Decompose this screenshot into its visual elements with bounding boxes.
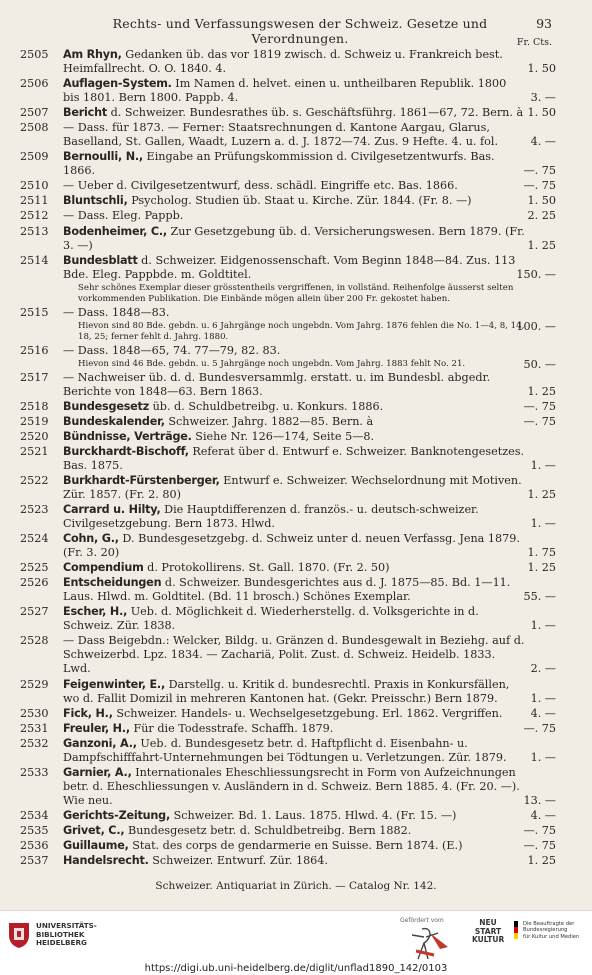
entry-price: 3. — [530,91,556,105]
entry-number: 2532 [20,736,49,750]
catalog-entry [0,371,592,399]
entry-description [63,605,526,633]
catalog-entry [0,225,592,253]
entry-price: 1. 50 [527,62,556,75]
entry-title: Referat über d. Entwurf e. Schweizer. Banknotengesetzes. Bas. 1875. [63,445,525,472]
entry-title: d. Protokollirens. St. Gall. 1870. (Fr. 2. 50) [147,561,390,575]
entry-title: Bundesgesetz betr. d. Schuldbetreibg. Bern 1882. [127,823,412,837]
entry-title: — Nachweiser üb. d. d. Bundesversammlg. erstatt. u. im Bundesbl. abgedr. Berichte von 1848—63. Bern 1863. [63,370,491,398]
entry-description [63,474,526,502]
catalog-entry [0,150,592,178]
catalog-entry [0,474,592,502]
entry-price: 100. — [516,319,556,333]
entry-description [63,576,526,604]
entry-title: Schweizer. Handels- u. Wechselgesetzgebung. Erl. 1862. Vergriffen. [116,706,503,720]
entry-author: Am Rhyn, [63,48,122,61]
entry-number: 2524 [20,532,49,546]
entry-note: Hievon sind 46 Bde. gebdn. u. 5 Jahrgänge noch ungebdn. Vom Jahrg. 1883 fehlt No. 21. [78,358,466,369]
entry-description [63,737,526,765]
entry-title: Die Hauptdifferenzen d. französ.- u. deutsch-schweizer. Civilgesetzgebung. Bern 1873. Hlwd. [63,503,479,531]
entry-description [63,678,526,706]
entry-price: 50. — [523,357,556,371]
entry-author: Cohn, G., [63,532,119,546]
catalog-entry [0,106,592,120]
page-footer: Schweizer. Antiquariat in Zürich. — Catalog Nr. 142. [155,880,437,892]
entry-price: —. 75 [523,179,556,193]
entry-author: Fick, H., [63,706,113,720]
entry-price: —. 75 [523,164,556,178]
entry-price: 1. — [530,619,556,633]
catalog-entry [0,445,592,473]
figure-logo-icon [400,925,460,961]
entry-author: Bodenheimer, C., [63,224,167,238]
entry-price: —. 75 [523,823,556,837]
entry-author: Escher, H., [63,605,128,619]
catalog-entry [0,532,592,560]
entry-number: 2517 [20,370,49,384]
entry-number: 2507 [20,106,49,120]
entry-price: 1. — [530,750,556,764]
entry-description [63,809,526,823]
entry-title: — Dass. 1848—83. [63,305,170,319]
catalog-entry [0,209,592,223]
entry-title: d. Schweizer. Bundesrathes üb. s. Geschäftsführg. 1861—67, 72. Bern. à [110,106,524,120]
entry-price: 2. — [530,662,556,676]
entry-description [63,344,526,358]
entry-title: Schweizer. Entwurf. Zür. 1864. [152,854,328,867]
entry-number: 2526 [20,576,49,590]
catalog-entry [0,415,592,429]
entry-number: 2506 [20,77,49,91]
entry-description [63,194,526,208]
entry-description [63,839,526,853]
entry-number: 2530 [20,706,49,720]
entry-title: Internationales Eheschliessungsrecht in Form von Aufzeichnungen betr. d. Eheschliessungen v. Ausländern in d. Schweiz. Bern 1885. 4. (Fr. 20. —). Wie neu. [63,765,520,807]
entry-number: 2519 [20,414,49,428]
entry-price: 1. 50 [527,194,556,208]
entry-number: 2528 [20,634,49,648]
entry-description [63,430,526,444]
entry-description [63,503,526,531]
entry-number: 2536 [20,838,49,852]
entry-number: 2513 [20,224,49,238]
entry-number: 2516 [20,343,49,357]
entry-title: — Dass. für 1873. — Ferner: Staatsrechnungen d. Kantone Aargau, Glarus, Baselland, St. Gallen, Waadt, Luzern a. d. J. 1872—74. Zus. 9 Hefte. 4. u. fol. [63,121,499,149]
entry-price: —. 75 [523,399,556,413]
entry-author: Entscheidungen [63,576,162,590]
funder-figure-logo [400,925,460,965]
entry-description [63,121,526,149]
catalog-entry [0,766,592,808]
entry-title: D. Bundesgesetzgebg. d. Schweiz unter d. neuen Verfassg. Jena 1879. (Fr. 3. 20) [63,532,520,560]
bkm-text: Die Beauftragte der Bundesregierung für Kultur und Medien [523,921,580,940]
entry-price: —. 75 [523,838,556,852]
entry-title: Siehe Nr. 126—174, Seite 5—8. [195,429,375,443]
entry-author: Bündnisse, Verträge. [63,429,192,443]
entry-number: 2509 [20,150,49,164]
entry-price: 1. 50 [527,106,556,120]
entry-description [63,254,526,282]
entry-description [63,179,526,193]
entry-author: Auflagen-System. [63,77,172,91]
entry-author: Freuler, H., [63,721,130,735]
entry-price: —. 75 [523,414,556,428]
entry-title: — Dass. Eleg. Pappb. [63,209,184,223]
entry-title: — Dass Beigebdn.: Welcker, Bildg. u. Gränzen d. Bundesgewalt in Beziehg. auf d. Schweizerbd. Lpz. 1834. — Zachariä, Polit. Zust. d. Schweiz. Heidelb. 1833. Lwd. [63,634,525,676]
entry-price: 1. — [530,459,556,472]
catalog-entry [0,605,592,633]
entry-author: Handelsrecht. [63,854,149,867]
entry-number: 2537 [20,854,49,867]
entry-price: —. 75 [523,721,556,735]
entry-number: 2531 [20,721,49,735]
entry-author: Bericht [63,106,108,120]
catalog-entry [0,344,592,370]
catalog-entry [0,809,592,823]
entry-author: Bundeskalender, [63,414,165,428]
entry-description [63,77,526,105]
entry-price: 2. 25 [527,209,556,223]
entry-price: 150. — [516,267,556,281]
entry-author: Grivet, C., [63,823,125,837]
entry-number: 2523 [20,503,49,517]
entry-price: 4. — [530,135,556,149]
entry-author: Ganzoni, A., [63,736,137,750]
catalog-entry [0,121,592,149]
entry-price: 4. — [530,706,556,720]
entry-price: 1. 25 [527,384,556,398]
ub-name: UNIVERSITÄTS- BIBLIOTHEK HEIDELBERG [36,921,97,947]
entry-number: 2521 [20,445,49,458]
entry-title: Schweizer. Jahrg. 1882—85. Bern. à [168,414,374,428]
entry-description [63,854,526,868]
entry-description [63,106,526,120]
entry-number: 2534 [20,808,49,822]
entry-description [63,306,526,320]
ub-seal-icon [6,919,32,949]
viewer-bottom-bar [0,910,592,975]
catalog-entry [0,634,592,676]
entry-number: 2505 [20,48,49,61]
catalog-entries [0,48,592,868]
entry-author: Burkhardt-Fürstenberger, [63,474,220,488]
catalog-entry [0,678,592,706]
entry-number: 2510 [20,179,49,193]
price-column-header: Fr. Cts. [516,37,552,48]
bkm-logo[interactable] [514,919,590,955]
neustart-kultur-logo[interactable]: NEU START KULTUR [472,918,505,944]
entry-number: 2520 [20,429,49,443]
entry-title: Stat. des corps de gendarmerie en Suisse. Bern 1874. (E.) [132,838,463,852]
catalog-entry [0,48,592,76]
entry-price: 1. — [530,517,556,531]
entry-title: Gedanken üb. das vor 1819 zwisch. d. Schweiz u. Frankreich best. Heimfallrecht. O. O. 1840. 4. [63,48,503,75]
entry-number: 2522 [20,474,49,488]
entry-number: 2525 [20,561,49,575]
entry-price: 1. — [530,691,556,705]
entry-description [63,707,526,721]
catalog-entry [0,430,592,444]
entry-title: Im Namen d. helvet. einen u. untheilbaren Republik. 1800 bis 1801. Bern 1800. Pappb. 4. [63,77,507,105]
entry-description [63,561,526,575]
entry-title: Schweizer. Bd. 1. Laus. 1875. Hlwd. 4. (Fr. 15. —) [173,808,457,822]
entry-description [63,209,526,223]
entry-author: Bundesblatt [63,253,138,267]
entry-title: Für die Todesstrafe. Schaffh. 1879. [133,721,334,735]
entry-note: Sehr schönes Exemplar dieser grösstentheils vergriffenen, in vollständ. Reihenfolge äusserst selten vorkommenden Publikation. Die Einbände mögen allein über 200 Fr. gekostet haben. [78,282,514,304]
entry-title: Zur Gesetzgebung üb. d. Versicherungswesen. Bern 1879. (Fr. 3. —) [63,224,525,252]
catalog-entry [0,737,592,765]
entry-author: Bundesgesetz [63,399,150,413]
entry-author: Feigenwinter, E., [63,677,165,691]
entry-number: 2515 [20,305,49,319]
permalink-url[interactable]: https://digi.ub.uni-heidelberg.de/diglit/unflad1890_142/0103 [144,963,448,974]
entry-number: 2535 [20,823,49,837]
entry-description [63,150,526,178]
entry-description [63,400,526,414]
entry-author: Burckhardt-Bischoff, [63,445,189,458]
entry-description [63,532,526,560]
entry-note: Hievon sind 80 Bde. gebdn. u. 6 Jahrgänge noch ungebdn. Vom Jahrg. 1876 fehlen die No. 1—4, 8, 14, 18, 25; ferner fehlt d. Jahrg. 1880. [78,320,525,342]
entry-description [63,722,526,736]
catalog-entry [0,503,592,531]
entry-description [63,415,526,429]
entry-price: 1. 75 [527,546,556,560]
catalog-entry [0,824,592,838]
entry-price: 4. — [530,808,556,822]
entry-price: 1. 25 [527,488,556,502]
entry-title: üb. d. Schuldbetreibg. u. Konkurs. 1886. [152,399,384,413]
ub-heidelberg-logo[interactable] [6,919,102,953]
catalog-entry [0,722,592,736]
entry-description [63,824,526,838]
entry-description [63,371,526,399]
entry-price: 13. — [523,793,556,807]
catalog-entry [0,194,592,208]
running-title: Rechts- und Verfassungswesen der Schweiz. Gesetze und Verordnungen. [112,16,488,46]
catalog-entry [0,179,592,193]
entry-author: Compendium [63,561,144,575]
entry-title: Psycholog. Studien üb. Staat u. Kirche. Zür. 1844. (Fr. 8. —) [131,194,472,208]
entry-author: Guillaume, [63,838,129,852]
catalog-entry [0,707,592,721]
entry-price: 1. 25 [527,561,556,575]
entry-title: Eingabe an Prüfungskommission d. Civilgesetzentwurfs. Bas. 1866. [63,150,495,178]
entry-number: 2514 [20,253,49,267]
catalog-entry [0,839,592,853]
entry-description [63,634,526,676]
entry-number: 2512 [20,209,49,223]
catalog-entry [0,77,592,105]
entry-price: 1. 25 [527,854,556,867]
entry-author: Bluntschli, [63,194,128,208]
catalog-entry [0,854,592,868]
page-number: 93 [536,16,552,31]
entry-title: Entwurf e. Schweizer. Wechselordnung mit Motiven. Zür. 1857. (Fr. 2. 80) [63,474,522,502]
entry-description [63,225,526,253]
entry-author: Bernoulli, N., [63,150,143,164]
entry-title: Ueb. d. Bundesgesetz betr. d. Haftpflicht d. Eisenbahn- u. Dampfschifffahrt-Unternehmungen bei Tödtungen u. Verletzungen. Zür. 1879. [63,736,507,764]
entry-title: Ueb. d. Möglichkeit d. Wiederherstellg. d. Volksgerichte in d. Schweiz. Zür. 1838. [63,605,479,633]
entry-description [63,445,526,473]
entry-title: d. Schweizer. Bundesgerichtes aus d. J. 1875—85. Bd. 1—11. Laus. Hlwd. m. Goldtitel. (Bd. 11 brosch.) Schönes Exemplar. [63,576,511,604]
catalog-entry [0,254,592,305]
entry-description [63,48,526,76]
entry-number: 2533 [20,765,49,779]
entry-price: 55. — [523,590,556,604]
entry-author: Gerichts-Zeitung, [63,808,171,822]
entry-title: — Dass. 1848—65, 74. 77—79, 82. 83. [63,343,281,357]
funded-by-label: Gefördert vom [400,917,444,924]
entry-number: 2511 [20,194,49,208]
german-flag-icon [514,921,518,939]
entry-price: 1. 25 [527,238,556,252]
entry-title: d. Schweizer. Eidgenossenschaft. Vom Beginn 1848—84. Zus. 113 Bde. Eleg. Pappbde. m. Goldtitel. [63,253,516,281]
catalog-entry [0,306,592,343]
catalog-entry [0,576,592,604]
catalog-entry [0,561,592,575]
entry-author: Garnier, A., [63,765,132,779]
entry-number: 2508 [20,121,49,135]
catalog-entry [0,400,592,414]
entry-title: Darstellg. u. Kritik d. bundesrechtl. Praxis in Konkursfällen, wo d. Fallit Domizil in mehreren Kantonen hat. (Gekr. Preisschr.) Bern 1879. [63,677,510,705]
entry-author: Carrard u. Hilty, [63,503,161,517]
entry-number: 2529 [20,677,49,691]
entry-description [63,766,526,808]
entry-number: 2518 [20,399,49,413]
entry-title: — Ueber d. Civilgesetzentwurf, dess. schädl. Eingriffe etc. Bas. 1866. [63,179,458,193]
entry-number: 2527 [20,605,49,619]
